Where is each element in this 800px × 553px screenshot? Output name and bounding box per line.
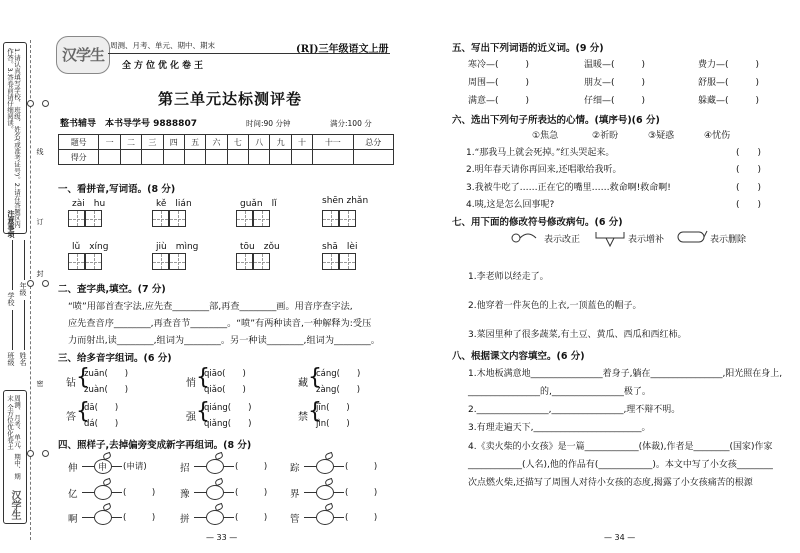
fill-line: 次点燃火柴,还描写了周围人对待小女孩的态度,揭露了小女孩痛苦的根源 (468, 478, 753, 488)
radical-char: 豫 (180, 489, 190, 500)
binding-hole (42, 100, 49, 107)
polyphone-char: 藏 (298, 378, 308, 389)
side-logo: 汉学生 (9, 490, 20, 520)
section-7-title: 七、用下面的修改符号修改病句。(6 分) (452, 217, 623, 228)
answer-box[interactable] (85, 210, 102, 227)
polyphone-reading[interactable]: jìn( ) (316, 419, 350, 429)
section-1-title: 一、看拼音,写词语。(8 分) (58, 184, 176, 195)
apple-icon[interactable] (316, 485, 334, 500)
mood-option: ②祈盼 (592, 131, 619, 141)
mood-sentence: 3.我被牛吃了……正在它的嘴里……救命啊!救命啊! (466, 183, 671, 193)
mood-option: ①焦急 (532, 131, 559, 141)
apple-icon[interactable] (206, 510, 224, 525)
radical-word[interactable]: ( ) (345, 462, 378, 472)
faulty-sentence: 3.菜园里种了很多蔬菜,有土豆、黄瓜、西瓜和西红柿。 (468, 330, 687, 340)
mood-answer[interactable]: ( ) (736, 165, 762, 175)
score-input-cell[interactable] (249, 150, 270, 165)
score-cell: 十 (291, 135, 312, 150)
answer-box[interactable] (339, 210, 356, 227)
notice-title: 注意事项 (7, 210, 15, 238)
seal-label: 密 (36, 380, 44, 387)
radical-word[interactable]: ( ) (123, 513, 156, 523)
binding-hole (42, 280, 49, 287)
section-2-title: 二、查字典,填空。(7 分) (58, 284, 166, 295)
score-cell: 一 (99, 135, 120, 150)
polyphone-reading[interactable]: dá( ) (84, 419, 119, 429)
answer-box[interactable] (68, 253, 85, 270)
score-cell: 九 (270, 135, 291, 150)
seal-label: 封 (36, 270, 44, 277)
synonym-item[interactable]: 舒服—( ) (698, 78, 760, 88)
section-6-title: 六、选出下列句子所表达的心情。(填序号)(6 分) (452, 115, 660, 126)
section-5-title: 五、写出下列词语的近义词。(9 分) (452, 43, 604, 54)
legend-label: 表示删除 (710, 235, 747, 245)
score-input-cell[interactable] (99, 150, 120, 165)
section-3-title: 三、给多音字组词。(6 分) (58, 353, 172, 364)
fill-line[interactable]: ________________的,________________极了。 (468, 387, 651, 397)
answer-box[interactable] (253, 253, 270, 270)
radical-word[interactable]: ( ) (235, 488, 268, 498)
binding-hole (27, 280, 34, 287)
polyphone-reading[interactable]: dā( ) (84, 403, 119, 413)
radical-word[interactable]: ( ) (123, 488, 156, 498)
radical-char: 踪 (290, 463, 300, 474)
polyphone-char: 钻 (66, 378, 76, 389)
answer-box[interactable] (68, 210, 85, 227)
polyphone-reading[interactable]: zuàn( ) (84, 385, 129, 395)
score-table-header-row (59, 135, 394, 150)
answer-box[interactable] (169, 253, 186, 270)
score-input-cell[interactable] (120, 150, 141, 165)
score-cell: 题号 (59, 135, 99, 150)
mood-answer[interactable]: ( ) (736, 183, 762, 193)
score-input-cell[interactable] (184, 150, 205, 165)
score-input-cell[interactable] (227, 150, 248, 165)
synonym-item[interactable]: 满意—( ) (468, 96, 530, 106)
synonym-item[interactable]: 仔细—( ) (584, 96, 646, 106)
radical-answer[interactable]: 申 (98, 463, 108, 473)
radical-word[interactable]: (申请) (123, 462, 147, 472)
synonym-item[interactable]: 寒冷—( ) (468, 60, 530, 70)
score-cell: 三 (142, 135, 163, 150)
pinyin-label: zài hu (72, 199, 106, 209)
score-cell: 四 (163, 135, 184, 150)
seal-dashed-line (30, 40, 31, 540)
mood-option: ③疑惑 (648, 131, 675, 141)
insertion-mark-icon (594, 228, 626, 248)
page-number: — 33 — (206, 533, 238, 542)
score-cell: 得分 (59, 150, 99, 165)
polyphone-reading[interactable]: qiāo( ) (204, 369, 246, 379)
guide-number: 整书辅导 本书导学号 9888807 (60, 119, 197, 129)
fill-line[interactable]: 3.有理走遍天下,________________________。 (468, 423, 651, 433)
radical-char: 啊 (68, 514, 78, 525)
time-limit: 时间:90 分钟 (246, 119, 291, 128)
radical-word[interactable]: ( ) (235, 462, 268, 472)
class-label: 班级 (7, 352, 15, 366)
legend-label: 表示改正 (544, 235, 581, 245)
pinyin-label: kě lián (156, 199, 192, 209)
radical-word[interactable]: ( ) (345, 513, 378, 523)
answer-box[interactable] (322, 210, 339, 227)
answer-box[interactable] (169, 210, 186, 227)
apple-icon[interactable] (316, 459, 334, 474)
apple-icon[interactable] (94, 510, 112, 525)
notice-text: 1.请认真填写学校、班级、姓名(或准考证号)。2.请在答题区内作答。3.答卷前请仔细阅读。 (6, 48, 21, 228)
polyphone-reading[interactable]: qiáng( ) (204, 403, 252, 413)
pinyin-label: guǎn lǐ (240, 199, 277, 209)
polyphone-char: 悄 (186, 378, 196, 389)
mood-option: ④忧伤 (704, 131, 731, 141)
logo-text: 汉学生 (62, 46, 105, 64)
book-title: (RJ)三年级语文上册 (296, 44, 389, 55)
polyphone-reading[interactable]: qiǎng( ) (204, 419, 252, 429)
score-table-score-row (59, 150, 394, 165)
deletion-mark-icon (674, 228, 708, 248)
page-number: — 34 — (604, 533, 636, 542)
binding-hole (27, 100, 34, 107)
header-slogan: 全方位优化卷王 (122, 61, 207, 71)
seal-label: 线 (36, 148, 44, 155)
binding-hole (27, 450, 34, 457)
polyphone-reading[interactable]: qiǎo( ) (204, 385, 246, 395)
side-tagline: 周测、月考、单元、期中、期末 全方位优化卷王 (6, 395, 21, 480)
polyphone-reading[interactable]: jīn( ) (316, 403, 350, 413)
radical-char: 拼 (180, 514, 190, 525)
seal-label: 订 (36, 218, 44, 225)
radical-char: 亿 (68, 489, 78, 500)
polyphone-reading[interactable]: zuān( ) (84, 369, 129, 379)
radical-char: 招 (180, 463, 190, 474)
apple-icon[interactable] (206, 485, 224, 500)
synonym-item[interactable]: 费力—( ) (698, 60, 760, 70)
apple-icon[interactable] (94, 485, 112, 500)
score-input-cell[interactable] (291, 150, 312, 165)
answer-box[interactable] (85, 253, 102, 270)
legend-label: 表示增补 (628, 235, 665, 245)
polyphone-char: 禁 (298, 412, 308, 423)
fill-line[interactable]: ____________(人名),他的作品有(____________)。本文中写了小女孩________ (468, 460, 773, 470)
binding-hole (42, 450, 49, 457)
synonym-item[interactable]: 躲藏—( ) (698, 96, 760, 106)
radical-word[interactable]: ( ) (235, 513, 268, 523)
score-input-cell[interactable] (353, 150, 394, 165)
score-cell: 六 (206, 135, 227, 150)
radical-char: 伸 (68, 463, 78, 474)
polyphone-char: 强 (186, 412, 196, 423)
score-cell: 十一 (313, 135, 353, 150)
mood-sentence: 2.明年春天请你再回来,还唱歌给我听。 (466, 165, 622, 175)
section-4-title: 四、照样子,去掉偏旁变成新字再组词。(8 分) (58, 440, 252, 451)
score-input-cell[interactable] (270, 150, 291, 165)
section-2-line: 应先查音序________,再查音节________。“喷”有两种读音,一种解释为:受压 (68, 318, 372, 329)
fill-line[interactable]: 4.《卖火柴的小女孩》是一篇____________(体裁),作者是________(国家)作家 (468, 442, 773, 452)
score-input-cell[interactable] (313, 150, 353, 165)
answer-box[interactable] (322, 253, 339, 270)
apple-icon[interactable] (316, 510, 334, 525)
radical-char: 界 (290, 489, 300, 500)
full-score: 满分:100 分 (330, 119, 372, 128)
score-input-cell[interactable] (206, 150, 227, 165)
score-table (58, 134, 394, 165)
polyphone-reading[interactable]: cáng( ) (316, 369, 361, 379)
answer-box[interactable] (152, 253, 169, 270)
pinyin-label: tōu zǒu (240, 242, 280, 252)
answer-box[interactable] (236, 253, 253, 270)
radical-word[interactable]: ( ) (345, 488, 378, 498)
polyphone-char: 答 (66, 412, 76, 423)
apple-icon[interactable] (206, 459, 224, 474)
radical-char: 管 (290, 514, 300, 525)
answer-box[interactable] (236, 210, 253, 227)
polyphone-reading[interactable]: zàng( ) (316, 385, 361, 395)
mood-sentence: 1.“那我马上就会死掉。”红头哭起来。 (466, 148, 615, 158)
fill-line[interactable]: 2.________________,________________,理不辩不明。 (468, 405, 681, 415)
synonym-item[interactable]: 温暖—( ) (584, 60, 646, 70)
page-title: 第三单元达标测评卷 (158, 90, 303, 108)
answer-box[interactable] (152, 210, 169, 227)
section-8-title: 八、根据课文内容填空。(6 分) (452, 351, 585, 362)
score-input-cell[interactable] (142, 150, 163, 165)
score-cell: 总分 (353, 135, 394, 150)
synonym-item[interactable]: 朋友—( ) (584, 78, 646, 88)
answer-box[interactable] (339, 253, 356, 270)
faulty-sentence: 1.李老师以经走了。 (468, 272, 549, 282)
faulty-sentence: 2.他穿着一件灰色的上衣,一顶蓝色的帽子。 (468, 301, 642, 311)
pinyin-label: lǔ xíng (72, 242, 109, 252)
header-tagline: 周测、月考、单元、期中、期末 (110, 41, 215, 50)
name-label: 姓名 (19, 352, 27, 366)
answer-box[interactable] (253, 210, 270, 227)
school-label: 学校 (7, 292, 15, 306)
pinyin-label: shā lèi (322, 242, 358, 252)
score-cell: 二 (120, 135, 141, 150)
mood-answer[interactable]: ( ) (736, 148, 762, 158)
synonym-item[interactable]: 周围—( ) (468, 78, 530, 88)
fill-line[interactable]: 1.木地板满意地________________着身子,躺在________________,阳光照在身上, (468, 369, 783, 379)
mood-sentence: 4.咦,这是怎么回事呢? (466, 200, 555, 210)
score-cell: 八 (249, 135, 270, 150)
grade-label: 年级 (19, 282, 27, 296)
mood-answer[interactable]: ( ) (736, 200, 762, 210)
score-input-cell[interactable] (163, 150, 184, 165)
section-2-line: “喷”用部首查字法,应先查________部,再查________画。用音序查字法, (68, 301, 353, 312)
pinyin-label: shēn zhǎn (322, 196, 369, 206)
score-cell: 七 (227, 135, 248, 150)
score-cell: 五 (184, 135, 205, 150)
pinyin-label: jiù mìng (156, 242, 199, 252)
correction-mark-icon (510, 228, 540, 248)
section-2-line: 力而射出,读________,组词为________。另一种读________,组词为________。 (68, 335, 380, 346)
